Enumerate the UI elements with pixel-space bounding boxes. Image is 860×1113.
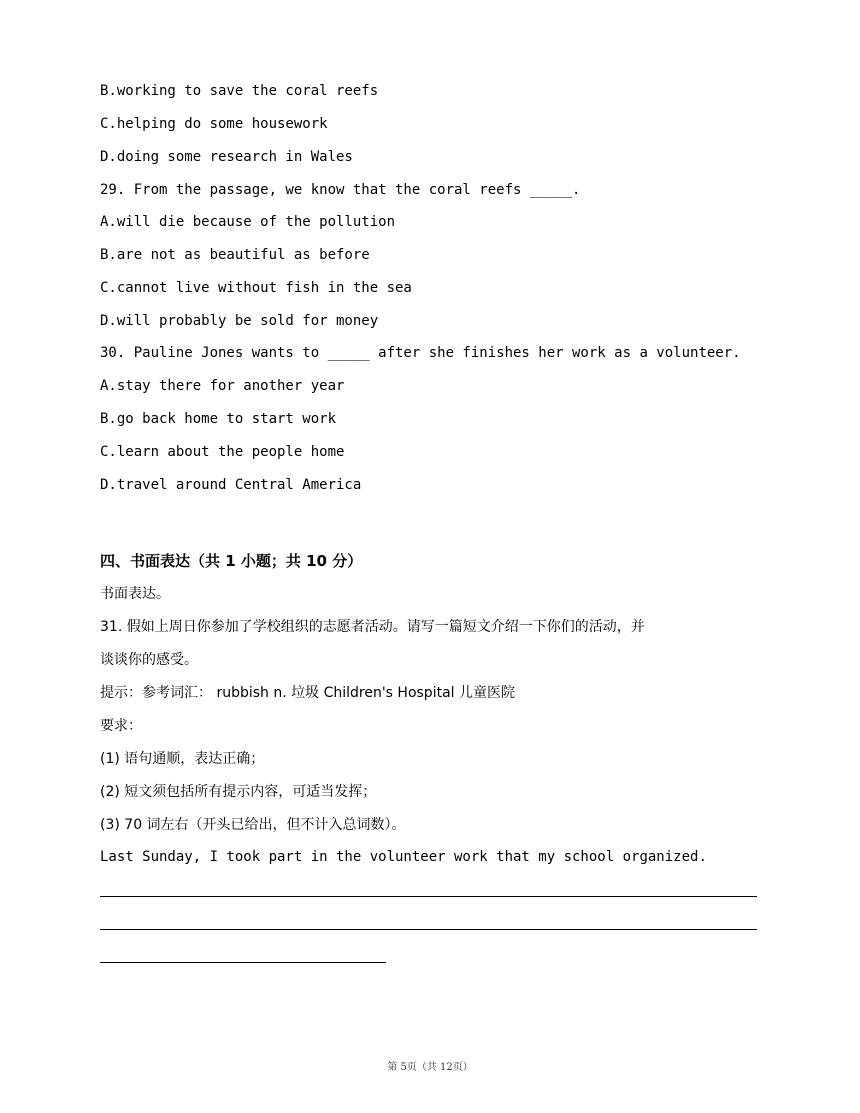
q31-prompt-line-1: 31. 假如上周日你参加了学校组织的志愿者活动。请写一篇短文介绍一下你们的活动，并 [100,619,645,635]
q30-option-b: B.go back home to start work [100,411,337,427]
requirement-1: (1) 语句通顺，表达正确； [100,751,265,767]
q30-option-a: A.stay there for another year [100,378,345,394]
q29-option-c: C.cannot live without fish in the sea [100,280,412,296]
q28-option-b: B.working to save the coral reefs [100,83,379,99]
q29-option-d: D.will probably be sold for money [100,313,379,329]
section-heading: 四、书面表达（共 1 小题；共 10 分） [100,552,363,570]
answer-line-1[interactable] [100,896,757,897]
answer-line-2[interactable] [100,929,757,930]
q30-option-c: C.learn about the people home [100,444,345,460]
hint-text: 提示：参考词汇： rubbish n. 垃圾 Children's Hospital 儿童医院 [100,685,515,701]
q28-option-c: C.helping do some housework [100,116,328,132]
q29-option-b: B.are not as beautiful as before [100,247,370,263]
answer-line-3[interactable] [100,962,386,963]
requirement-2: (2) 短文须包括所有提示内容，可适当发挥； [100,784,377,800]
q30-option-d: D.travel around Central America [100,477,362,493]
q30-stem: 30. Pauline Jones wants to _____ after she finishes her work as a volunteer. [100,345,741,361]
section-subtitle: 书面表达。 [100,586,170,602]
q31-hint [100,683,515,703]
essay-opening: Last Sunday, I took part in the volunteer work that my school organized. [100,849,707,865]
requirement-3: (3) 70 词左右（开头已给出，但不计入总词数）。 [100,817,406,833]
q29-stem: 29. From the passage, we know that the coral reefs _____. [100,182,581,198]
q28-option-d: D.doing some research in Wales [100,149,353,165]
q29-option-a: A.will die because of the pollution [100,214,396,230]
page-number: 第 5页（共 12页） [387,1062,473,1073]
requirements-label: 要求： [100,718,142,734]
q31-prompt-line-2: 谈谈你的感受。 [100,652,198,668]
